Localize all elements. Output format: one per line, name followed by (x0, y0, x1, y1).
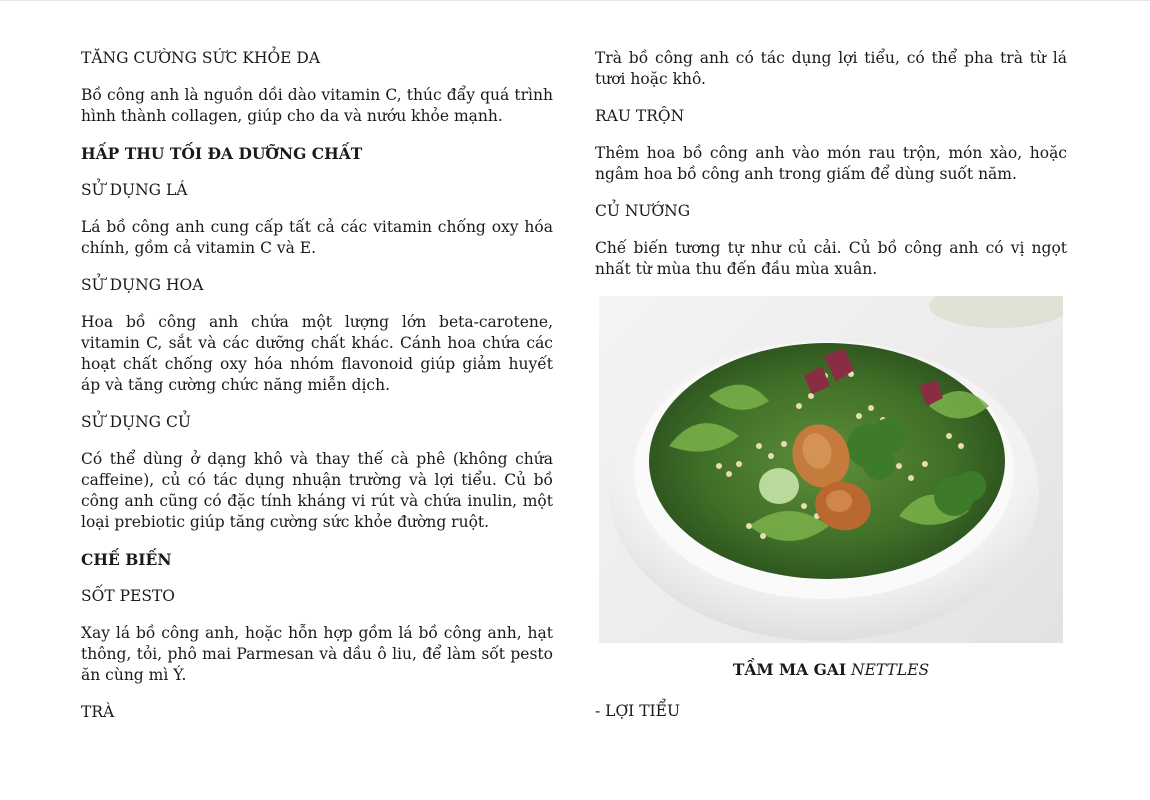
photo-caption (595, 659, 1067, 681)
right-column (595, 48, 1067, 738)
heading-max-nutrients: HẤP THU TỐI ĐA DƯỠNG CHẤT (81, 144, 363, 163)
paragraph-vitamin-c: Bồ công anh là nguồn dồi dào vitamin C, thúc đẩy quá trình hình thành collagen, giúp cho da và nướu khỏe mạnh. (81, 86, 553, 125)
page-top-border (0, 0, 1150, 1)
heading-pesto: SỐT PESTO (81, 587, 175, 605)
heading-diuretic: - LỢI TIỂU (595, 702, 681, 720)
paragraph-salad: Thêm hoa bồ công anh vào món rau trộn, món xào, hoặc ngâm hoa bồ công anh trong giấm để dùng suốt năm. (595, 144, 1067, 183)
heading-tea: TRÀ (81, 703, 115, 721)
heading-use-flowers: SỬ DỤNG HOA (81, 276, 204, 294)
paragraph-roots: Có thể dùng ở dạng khô và thay thế cà phê (không chứa caffeine), củ có tác dụng nhuận trường và lợi tiểu. Củ bồ công anh cũng có đặc tính kháng vi rút và chứa inulin, một loại prebiotic giúp tăng cường sức khỏe đường ruột. (81, 450, 553, 531)
paragraph-leaves: Lá bồ công anh cung cấp tất cả các vitamin chống oxy hóa chính, gồm cả vitamin C và E. (81, 218, 553, 257)
heading-roasted-root: CỦ NƯỚNG (595, 202, 691, 220)
heading-use-roots: SỬ DỤNG CỦ (81, 413, 191, 431)
salad-bowl-photo (599, 296, 1063, 643)
left-column (81, 48, 553, 739)
salad-bowl-illustration (599, 296, 1063, 643)
caption-english: NETTLES (851, 661, 930, 679)
heading-skin-health: TĂNG CƯỜNG SỨC KHỎE DA (81, 49, 321, 67)
paragraph-roasted-root: Chế biến tương tự như củ cải. Củ bồ công anh có vị ngọt nhất từ mùa thu đến đầu mùa xuân. (595, 239, 1067, 278)
paragraph-flowers: Hoa bồ công anh chứa một lượng lớn beta-carotene, vitamin C, sắt và các dưỡng chất khác. Cánh hoa chứa các hoạt chất chống oxy hóa nhóm flavonoid giúp giảm huyết áp và tăng cường chức năng miễn dịch. (81, 313, 553, 394)
heading-salad: RAU TRỘN (595, 107, 685, 125)
caption-vietnamese: TẦM MA GAI (732, 660, 847, 679)
paragraph-tea: Trà bồ công anh có tác dụng lợi tiểu, có thể pha trà từ lá tươi hoặc khô. (595, 49, 1067, 88)
heading-preparation: CHẾ BIẾN (81, 550, 172, 569)
paragraph-pesto: Xay lá bồ công anh, hoặc hỗn hợp gồm lá bồ công anh, hạt thông, tỏi, phô mai Parmesan và dầu ô liu, để làm sốt pesto ăn cùng mì Ý. (81, 624, 553, 684)
heading-use-leaves: SỬ DỤNG LÁ (81, 181, 188, 199)
